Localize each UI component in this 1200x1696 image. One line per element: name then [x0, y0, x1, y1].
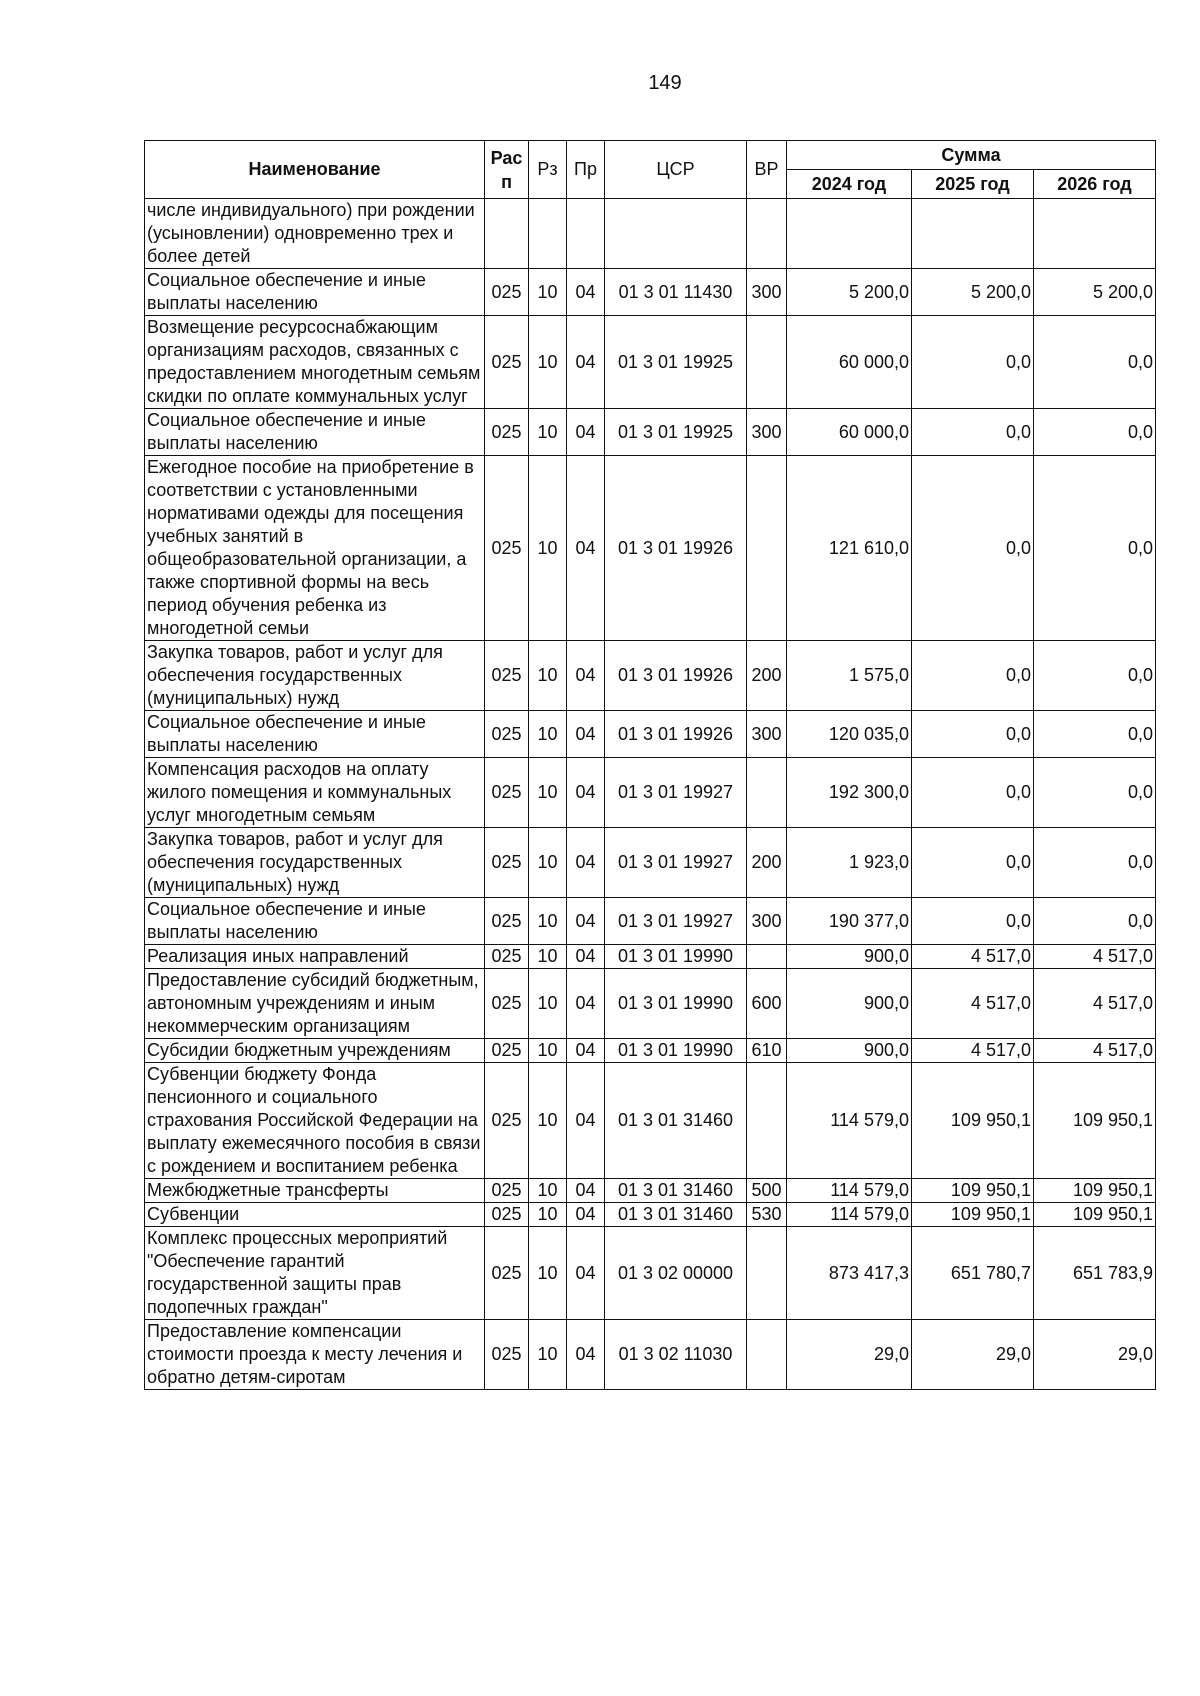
cell-2025: 0,0	[912, 711, 1034, 758]
cell-pr: 04	[567, 269, 605, 316]
cell-2024: 60 000,0	[787, 409, 912, 456]
cell-2024: 60 000,0	[787, 316, 912, 409]
cell-name: Субвенции	[145, 1203, 485, 1227]
cell-pr: 04	[567, 711, 605, 758]
table-row	[145, 828, 1156, 898]
table-row	[145, 1203, 1156, 1227]
cell-rz: 10	[529, 1320, 567, 1390]
cell-rz: 10	[529, 828, 567, 898]
cell-rasp: 025	[485, 828, 529, 898]
cell-2024: 192 300,0	[787, 758, 912, 828]
table-row	[145, 199, 1156, 269]
cell-rasp: 025	[485, 641, 529, 711]
cell-2024: 5 200,0	[787, 269, 912, 316]
cell-pr: 04	[567, 758, 605, 828]
cell-csr: 01 3 02 00000	[605, 1227, 747, 1320]
cell-2025: 0,0	[912, 828, 1034, 898]
cell-rz: 10	[529, 1063, 567, 1179]
cell-name: Предоставление компенсации стоимости проезда к месту лечения и обратно детям-сиротам	[145, 1320, 485, 1390]
table-row	[145, 711, 1156, 758]
cell-rz: 10	[529, 1039, 567, 1063]
cell-2025: 4 517,0	[912, 1039, 1034, 1063]
cell-rz: 10	[529, 409, 567, 456]
cell-csr: 01 3 01 31460	[605, 1063, 747, 1179]
cell-vr: 600	[747, 969, 787, 1039]
header-row	[145, 141, 1156, 170]
cell-2026: 4 517,0	[1034, 969, 1156, 1039]
cell-2025: 109 950,1	[912, 1203, 1034, 1227]
cell-vr: 300	[747, 409, 787, 456]
cell-csr: 01 3 01 19926	[605, 456, 747, 641]
header-rz: Рз	[529, 141, 567, 199]
cell-2026: 109 950,1	[1034, 1203, 1156, 1227]
table-row	[145, 945, 1156, 969]
cell-pr: 04	[567, 1039, 605, 1063]
cell-rasp: 025	[485, 269, 529, 316]
cell-2026	[1034, 199, 1156, 269]
cell-2026: 4 517,0	[1034, 945, 1156, 969]
cell-rz: 10	[529, 1203, 567, 1227]
cell-name: Межбюджетные трансферты	[145, 1179, 485, 1203]
cell-2026: 29,0	[1034, 1320, 1156, 1390]
cell-vr	[747, 1320, 787, 1390]
header-2026: 2026 год	[1034, 170, 1156, 199]
cell-rasp: 025	[485, 409, 529, 456]
table-row	[145, 456, 1156, 641]
cell-2025: 0,0	[912, 758, 1034, 828]
cell-csr: 01 3 01 31460	[605, 1203, 747, 1227]
header-csr: ЦСР	[605, 141, 747, 199]
cell-vr: 300	[747, 711, 787, 758]
cell-csr: 01 3 01 19926	[605, 711, 747, 758]
cell-2025: 0,0	[912, 898, 1034, 945]
budget-table	[144, 140, 1156, 1390]
cell-rz: 10	[529, 945, 567, 969]
cell-name: Социальное обеспечение и иные выплаты населению	[145, 269, 485, 316]
cell-2024: 900,0	[787, 945, 912, 969]
cell-2024: 120 035,0	[787, 711, 912, 758]
table-row	[145, 1227, 1156, 1320]
cell-pr	[567, 199, 605, 269]
cell-pr: 04	[567, 456, 605, 641]
header-vr: ВР	[747, 141, 787, 199]
cell-rz: 10	[529, 1227, 567, 1320]
cell-2026: 651 783,9	[1034, 1227, 1156, 1320]
cell-rasp: 025	[485, 1320, 529, 1390]
cell-pr: 04	[567, 409, 605, 456]
cell-2024	[787, 199, 912, 269]
cell-name: Социальное обеспечение и иные выплаты населению	[145, 409, 485, 456]
table-row	[145, 1179, 1156, 1203]
cell-2026: 5 200,0	[1034, 269, 1156, 316]
table-row	[145, 409, 1156, 456]
cell-name: Субвенции бюджету Фонда пенсионного и социального страхования Российской Федерации на выплату ежемесячного пособия в связи с рождением и воспитанием ребенка	[145, 1063, 485, 1179]
cell-2026: 0,0	[1034, 711, 1156, 758]
cell-rz: 10	[529, 969, 567, 1039]
cell-2024: 121 610,0	[787, 456, 912, 641]
header-sum: Сумма	[787, 141, 1156, 170]
table-row	[145, 1320, 1156, 1390]
cell-name: Закупка товаров, работ и услуг для обеспечения государственных (муниципальных) нужд	[145, 641, 485, 711]
cell-2025: 4 517,0	[912, 969, 1034, 1039]
cell-csr: 01 3 01 19990	[605, 1039, 747, 1063]
table-row	[145, 898, 1156, 945]
cell-2026: 109 950,1	[1034, 1179, 1156, 1203]
cell-csr: 01 3 01 31460	[605, 1179, 747, 1203]
cell-2025: 0,0	[912, 316, 1034, 409]
cell-name: Компенсация расходов на оплату жилого помещения и коммунальных услуг многодетным семьям	[145, 758, 485, 828]
cell-2025	[912, 199, 1034, 269]
cell-vr: 300	[747, 898, 787, 945]
table-row	[145, 969, 1156, 1039]
header-pr: Пр	[567, 141, 605, 199]
cell-rasp: 025	[485, 456, 529, 641]
cell-csr: 01 3 01 11430	[605, 269, 747, 316]
cell-rz: 10	[529, 898, 567, 945]
table-row	[145, 641, 1156, 711]
cell-rasp: 025	[485, 1179, 529, 1203]
cell-name: Возмещение ресурсоснабжающим организациям расходов, связанных с предоставлением многодетным семьям скидки по оплате коммунальных услуг	[145, 316, 485, 409]
cell-2025: 651 780,7	[912, 1227, 1034, 1320]
cell-pr: 04	[567, 641, 605, 711]
cell-name: Предоставление субсидий бюджетным, автономным учреждениям и иным некоммерческим организациям	[145, 969, 485, 1039]
cell-csr: 01 3 01 19927	[605, 758, 747, 828]
cell-pr: 04	[567, 828, 605, 898]
cell-vr	[747, 456, 787, 641]
cell-2025: 109 950,1	[912, 1179, 1034, 1203]
cell-pr: 04	[567, 945, 605, 969]
cell-vr: 530	[747, 1203, 787, 1227]
cell-rasp: 025	[485, 1063, 529, 1179]
cell-2025: 29,0	[912, 1320, 1034, 1390]
cell-2025: 4 517,0	[912, 945, 1034, 969]
cell-rasp: 025	[485, 1039, 529, 1063]
cell-csr: 01 3 02 11030	[605, 1320, 747, 1390]
cell-2024: 1 923,0	[787, 828, 912, 898]
cell-2025: 0,0	[912, 456, 1034, 641]
cell-csr: 01 3 01 19927	[605, 898, 747, 945]
table-row	[145, 758, 1156, 828]
header-rasp: Рас п	[485, 141, 529, 199]
cell-2026: 0,0	[1034, 898, 1156, 945]
cell-rz: 10	[529, 269, 567, 316]
cell-vr	[747, 316, 787, 409]
cell-vr	[747, 945, 787, 969]
cell-2024: 873 417,3	[787, 1227, 912, 1320]
cell-vr	[747, 758, 787, 828]
table-row	[145, 1039, 1156, 1063]
cell-pr: 04	[567, 316, 605, 409]
cell-csr: 01 3 01 19990	[605, 969, 747, 1039]
cell-2026: 0,0	[1034, 409, 1156, 456]
cell-rasp: 025	[485, 711, 529, 758]
cell-pr: 04	[567, 898, 605, 945]
cell-pr: 04	[567, 1063, 605, 1179]
cell-rz: 10	[529, 758, 567, 828]
cell-pr: 04	[567, 969, 605, 1039]
cell-csr: 01 3 01 19927	[605, 828, 747, 898]
cell-rasp	[485, 199, 529, 269]
cell-2024: 1 575,0	[787, 641, 912, 711]
cell-name: Ежегодное пособие на приобретение в соответствии с установленными нормативами одежды для посещения учебных занятий в общеобразовательной организации, а также спортивной формы на весь период обучения ребенка из многодетной семьи	[145, 456, 485, 641]
header-2024: 2024 год	[787, 170, 912, 199]
cell-rz: 10	[529, 456, 567, 641]
cell-name: числе индивидуального) при рождении (усыновлении) одновременно трех и более детей	[145, 199, 485, 269]
cell-name: Субсидии бюджетным учреждениям	[145, 1039, 485, 1063]
cell-name: Реализация иных направлений	[145, 945, 485, 969]
cell-2024: 900,0	[787, 1039, 912, 1063]
cell-rz: 10	[529, 316, 567, 409]
cell-rasp: 025	[485, 945, 529, 969]
cell-2026: 4 517,0	[1034, 1039, 1156, 1063]
page-number: 149	[648, 72, 682, 94]
cell-vr: 610	[747, 1039, 787, 1063]
cell-pr: 04	[567, 1179, 605, 1203]
cell-name: Социальное обеспечение и иные выплаты населению	[145, 711, 485, 758]
header-2025: 2025 год	[912, 170, 1034, 199]
cell-vr	[747, 199, 787, 269]
cell-2025: 109 950,1	[912, 1063, 1034, 1179]
cell-name: Закупка товаров, работ и услуг для обеспечения государственных (муниципальных) нужд	[145, 828, 485, 898]
cell-2025: 0,0	[912, 641, 1034, 711]
cell-2024: 114 579,0	[787, 1179, 912, 1203]
cell-csr: 01 3 01 19925	[605, 409, 747, 456]
cell-2026: 0,0	[1034, 641, 1156, 711]
cell-2024: 114 579,0	[787, 1203, 912, 1227]
cell-vr: 200	[747, 828, 787, 898]
cell-2024: 114 579,0	[787, 1063, 912, 1179]
cell-rz: 10	[529, 1179, 567, 1203]
cell-csr	[605, 199, 747, 269]
cell-2026: 0,0	[1034, 456, 1156, 641]
cell-rasp: 025	[485, 1203, 529, 1227]
cell-vr: 300	[747, 269, 787, 316]
table-row	[145, 269, 1156, 316]
cell-rz: 10	[529, 711, 567, 758]
cell-2026: 0,0	[1034, 828, 1156, 898]
cell-2025: 5 200,0	[912, 269, 1034, 316]
cell-2024: 900,0	[787, 969, 912, 1039]
cell-2024: 190 377,0	[787, 898, 912, 945]
cell-2026: 0,0	[1034, 758, 1156, 828]
cell-csr: 01 3 01 19926	[605, 641, 747, 711]
table-row	[145, 1063, 1156, 1179]
cell-rz	[529, 199, 567, 269]
cell-rasp: 025	[485, 898, 529, 945]
cell-2026: 109 950,1	[1034, 1063, 1156, 1179]
cell-2024: 29,0	[787, 1320, 912, 1390]
cell-vr	[747, 1063, 787, 1179]
cell-2025: 0,0	[912, 409, 1034, 456]
cell-csr: 01 3 01 19990	[605, 945, 747, 969]
cell-rasp: 025	[485, 1227, 529, 1320]
header-name: Наименование	[145, 141, 485, 199]
cell-pr: 04	[567, 1320, 605, 1390]
cell-rasp: 025	[485, 316, 529, 409]
cell-rasp: 025	[485, 969, 529, 1039]
cell-pr: 04	[567, 1203, 605, 1227]
cell-vr	[747, 1227, 787, 1320]
cell-rz: 10	[529, 641, 567, 711]
cell-rasp: 025	[485, 758, 529, 828]
cell-csr: 01 3 01 19925	[605, 316, 747, 409]
cell-vr: 200	[747, 641, 787, 711]
cell-2026: 0,0	[1034, 316, 1156, 409]
cell-name: Комплекс процессных мероприятий "Обеспечение гарантий государственной защиты прав подопечных граждан"	[145, 1227, 485, 1320]
cell-name: Социальное обеспечение и иные выплаты населению	[145, 898, 485, 945]
cell-pr: 04	[567, 1227, 605, 1320]
cell-vr: 500	[747, 1179, 787, 1203]
table-row	[145, 316, 1156, 409]
